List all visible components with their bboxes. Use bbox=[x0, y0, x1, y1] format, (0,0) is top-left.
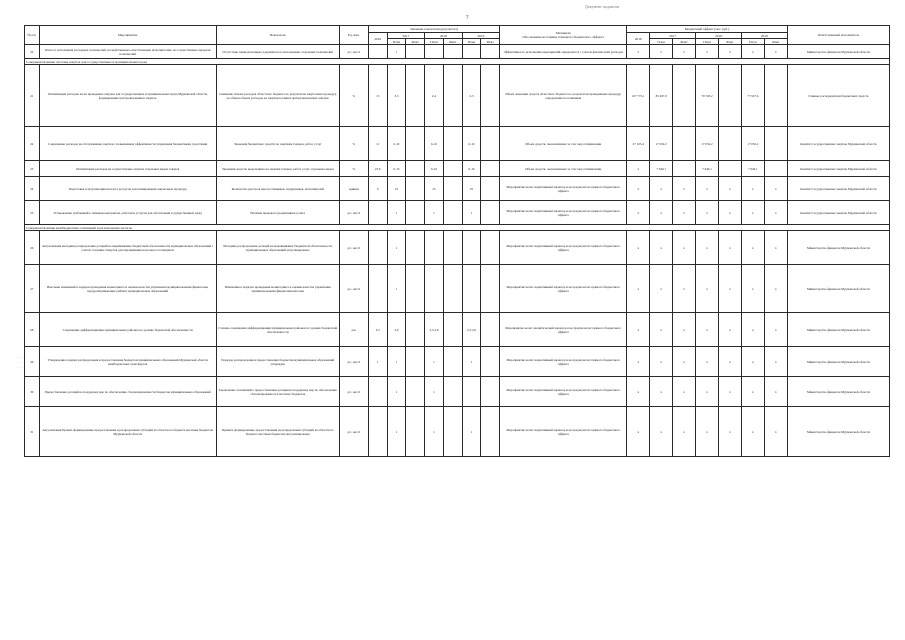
cell: х bbox=[627, 45, 650, 59]
cell bbox=[673, 161, 696, 177]
cell: 11 bbox=[368, 127, 387, 161]
row-basis: Мероприятие носит нормативный характер и не предполагает прямого бюджетного эффекта bbox=[500, 231, 627, 265]
cell: х bbox=[650, 377, 673, 407]
cell bbox=[462, 231, 481, 265]
cell: х bbox=[764, 407, 787, 457]
row-unit: да / нет-0 bbox=[339, 407, 368, 457]
row-executor: Министерство финансов Мурманской области bbox=[787, 407, 889, 457]
cell bbox=[406, 127, 425, 161]
row-num: 25 bbox=[25, 201, 40, 225]
row-num: 27 bbox=[25, 265, 40, 313]
cell: х bbox=[650, 177, 673, 201]
cell: х bbox=[673, 45, 696, 59]
cell: 1 bbox=[462, 347, 481, 377]
cell bbox=[481, 407, 500, 457]
row-indicator: Методика распределения дотаций на выравнивание бюджетной обеспеченности муниципальных образований актуализирована bbox=[216, 231, 339, 265]
row-executor: Комитет государственных закупок Мурманской области bbox=[787, 127, 889, 161]
header-fact: Факт bbox=[481, 39, 500, 45]
cell bbox=[764, 65, 787, 127]
cell bbox=[443, 177, 462, 201]
row-indicator: Отсутствие законодательных документов по исполнению отдельных полномочий bbox=[216, 45, 339, 59]
stamp-text: Документ подписан bbox=[585, 4, 619, 9]
cell: х bbox=[696, 347, 719, 377]
cell bbox=[481, 231, 500, 265]
row-unit: % bbox=[339, 127, 368, 161]
header-plan: План bbox=[741, 39, 764, 45]
row-unit: единиц bbox=[339, 177, 368, 201]
row-num: 26 bbox=[25, 231, 40, 265]
header-plan: План bbox=[462, 39, 481, 45]
cell bbox=[406, 347, 425, 377]
cell: х bbox=[764, 201, 787, 225]
row-num: 20 bbox=[25, 45, 40, 59]
section-title: Совершенствование системы закупок для государственных и муниципальных нужд bbox=[25, 59, 890, 65]
cell: х bbox=[673, 231, 696, 265]
cell: 1 bbox=[425, 347, 444, 377]
row-unit: да / нет-0 bbox=[339, 377, 368, 407]
cell: х bbox=[673, 201, 696, 225]
cell bbox=[481, 265, 500, 313]
cell: 6-10 bbox=[387, 127, 406, 161]
cell: х bbox=[696, 377, 719, 407]
cell: х bbox=[696, 407, 719, 457]
cell: 2,5-2,9 bbox=[425, 313, 444, 347]
cell: 83 497,0 bbox=[650, 65, 673, 127]
cell: х bbox=[627, 231, 650, 265]
cell: х bbox=[764, 177, 787, 201]
cell: 7 640,1 bbox=[650, 161, 673, 177]
row-executor: Комитет государственных закупок Мурманской области bbox=[787, 177, 889, 201]
cell bbox=[443, 161, 462, 177]
cell: 1 bbox=[462, 407, 481, 457]
row-basis: Объем экономии средств областного бюджета по результатам проведенных процедур определения поставщиков bbox=[500, 65, 627, 127]
cell: 1 bbox=[425, 201, 444, 225]
header-y2018: 2018 bbox=[425, 33, 463, 39]
cell bbox=[443, 231, 462, 265]
cell: 6-10 bbox=[425, 127, 444, 161]
cell: х bbox=[673, 177, 696, 201]
cell: 77 927,6 bbox=[741, 65, 764, 127]
cell: х bbox=[673, 407, 696, 457]
cell: х bbox=[764, 231, 787, 265]
cell: 1 bbox=[387, 377, 406, 407]
section-title: Совершенствование межбюджетных отношений и региональных налогов bbox=[25, 225, 890, 231]
table-row bbox=[25, 407, 890, 457]
cell: 3-5 bbox=[387, 65, 406, 127]
row-basis: Мероприятие носит нормативный характер и не предполагает прямого бюджетного эффекта bbox=[500, 377, 627, 407]
header-plan: План bbox=[387, 39, 406, 45]
cell: х bbox=[627, 377, 650, 407]
header-measure: Мероприятие bbox=[39, 26, 216, 45]
cell: х bbox=[650, 265, 673, 313]
cell: х bbox=[696, 201, 719, 225]
row-indicator: Изменения в порядок проведения мониторинга и оценки качества управления муниципальными финансами внесены bbox=[216, 265, 339, 313]
header-fact: Факт bbox=[406, 39, 425, 45]
row-executor: Министерство финансов Мурманской области bbox=[787, 45, 889, 59]
cell bbox=[368, 201, 387, 225]
cell: х bbox=[650, 45, 673, 59]
cell: 25 bbox=[387, 177, 406, 201]
cell bbox=[443, 407, 462, 457]
row-unit: да / нет-0 bbox=[339, 201, 368, 225]
table-row bbox=[25, 45, 890, 59]
cell bbox=[481, 45, 500, 59]
cell: 1 bbox=[387, 201, 406, 225]
cell bbox=[443, 377, 462, 407]
cell: х bbox=[741, 201, 764, 225]
row-num: 22 bbox=[25, 127, 40, 161]
cell: х bbox=[650, 407, 673, 457]
cell: х bbox=[627, 407, 650, 457]
cell bbox=[443, 45, 462, 59]
cell bbox=[443, 127, 462, 161]
row-executor: Комитет государственных закупок Мурманской области bbox=[787, 161, 889, 177]
cell: 1 bbox=[462, 201, 481, 225]
cell: 17 032,2 bbox=[650, 127, 673, 161]
header-y2019: 2019 bbox=[462, 33, 500, 39]
row-num: 28 bbox=[25, 313, 40, 347]
row-measure: Актуализация методики распределения дотаций на выравнивание бюджетной обеспеченности муниципальных образований с учетом создания стимулов для наращивания налогового потенциала bbox=[39, 231, 216, 265]
row-basis: Объем средств, экономленных за счет мер оптимизации bbox=[500, 161, 627, 177]
header-fact: Факт bbox=[764, 39, 787, 45]
cell: 6-10 bbox=[425, 161, 444, 177]
row-measure: Актуализация Правил формирования, предоставления и распределения субсидий из областного бюджета местным бюджетам Мурманской области bbox=[39, 407, 216, 457]
header-fact: Факт bbox=[443, 39, 462, 45]
cell bbox=[406, 161, 425, 177]
cell bbox=[368, 45, 387, 59]
cell bbox=[368, 231, 387, 265]
row-unit: % bbox=[339, 161, 368, 177]
cell bbox=[368, 407, 387, 457]
cell: 2-4 bbox=[425, 65, 444, 127]
cell bbox=[406, 377, 425, 407]
row-unit: да / нет-0 bbox=[339, 231, 368, 265]
cell bbox=[718, 65, 741, 127]
cell: х bbox=[627, 177, 650, 201]
cell bbox=[406, 45, 425, 59]
table-row bbox=[25, 313, 890, 347]
cell: х bbox=[764, 347, 787, 377]
row-indicator: Наличие правового (нормативного) акта bbox=[216, 201, 339, 225]
row-num: 23 bbox=[25, 161, 40, 177]
row-basis: Объем средств, экономленных за счет мер оптимизации bbox=[500, 127, 627, 161]
cell: х bbox=[741, 407, 764, 457]
row-measure: Установление требований к типовым контрактам, работам и услугам для обеспечения государственных нужд bbox=[39, 201, 216, 225]
header-basis-top: Механизм bbox=[555, 31, 571, 35]
cell: х bbox=[718, 45, 741, 59]
header-fact: Факт bbox=[718, 39, 741, 45]
side-mark: · · · bbox=[18, 365, 24, 370]
cell: х bbox=[696, 177, 719, 201]
cell: х bbox=[650, 231, 673, 265]
cell: 13 bbox=[368, 65, 387, 127]
cell: 6-10 bbox=[462, 127, 481, 161]
row-executor: Министерство финансов Мурманской области bbox=[787, 347, 889, 377]
header-plan: План bbox=[650, 39, 673, 45]
cell: х bbox=[718, 377, 741, 407]
cell: х bbox=[764, 45, 787, 59]
row-executor: Главные распорядители бюджетных средств bbox=[787, 65, 889, 127]
cell: 1 bbox=[425, 407, 444, 457]
row-unit: да / нет-0 bbox=[339, 45, 368, 59]
row-basis: Мероприятие носит нормативный характер и не предполагает прямого бюджетного эффекта bbox=[500, 265, 627, 313]
cell: 2,6 bbox=[387, 313, 406, 347]
cell bbox=[425, 45, 444, 59]
header-plan: План bbox=[425, 39, 444, 45]
cell: х bbox=[718, 313, 741, 347]
header-num: № п/п bbox=[25, 26, 40, 45]
header-fact: Факт bbox=[673, 39, 696, 45]
page-number: 7 bbox=[466, 16, 469, 21]
header-basis-text: Обоснование источника планового бюджетного эффекта bbox=[522, 35, 605, 39]
cell: 1 bbox=[387, 45, 406, 59]
cell: х bbox=[718, 201, 741, 225]
cell: 107 772,1 bbox=[627, 65, 650, 127]
row-basis: Мероприятие носит нормативный характер и не предполагает прямого бюджетного эффекта bbox=[500, 347, 627, 377]
header-executor: Ответственный исполнитель bbox=[787, 26, 889, 45]
header-e2018: 2018 bbox=[696, 33, 742, 39]
row-measure: Предоставление дотаций на поддержку мер по обеспечению сбалансированности бюджетов муниципальных образований bbox=[39, 377, 216, 407]
cell: 7 640,1 bbox=[696, 161, 719, 177]
cell bbox=[406, 231, 425, 265]
header-indicator: Показатель bbox=[216, 26, 339, 45]
cell: 2-3 bbox=[462, 65, 481, 127]
cell: х bbox=[696, 45, 719, 59]
table-row bbox=[25, 231, 890, 265]
cell bbox=[443, 201, 462, 225]
row-executor: Комитет государственных закупок Мурманской области bbox=[787, 201, 889, 225]
cell bbox=[764, 161, 787, 177]
row-indicator: Снижение объема расходов областного бюджета по результатам закупочных процедур на общем объеме расходов на закупки в рамках централизованных закупок bbox=[216, 65, 339, 127]
cell: 27 105,4 bbox=[627, 127, 650, 161]
cell: х bbox=[673, 313, 696, 347]
cell bbox=[481, 161, 500, 177]
cell: 1 bbox=[425, 377, 444, 407]
row-num: 30 bbox=[25, 377, 40, 407]
header-effect-group: Бюджетный эффект (тыс. руб.) bbox=[627, 26, 788, 33]
cell: х bbox=[650, 201, 673, 225]
row-measure: Подготовка и актуализация каталога ресурсов для планирования закупочных процедур bbox=[39, 177, 216, 201]
cell bbox=[481, 377, 500, 407]
side-mark: · · bbox=[18, 360, 22, 365]
side-mark: · · · bbox=[18, 355, 24, 360]
row-basis: Мероприятие носит нормативный характер и не предполагает прямого бюджетного эффекта bbox=[500, 201, 627, 225]
cell: х bbox=[627, 161, 650, 177]
cell: х bbox=[627, 313, 650, 347]
cell: х bbox=[741, 347, 764, 377]
cell bbox=[368, 265, 387, 313]
cell: х bbox=[627, 347, 650, 377]
cell bbox=[673, 65, 696, 127]
cell: 25 bbox=[425, 177, 444, 201]
row-basis: Мероприятие носит нормативный характер и не предполагает прямого бюджетного эффекта bbox=[500, 407, 627, 457]
table-row bbox=[25, 347, 890, 377]
header-unit: Ед. изм. bbox=[339, 26, 368, 45]
cell: х bbox=[718, 347, 741, 377]
row-unit: да / нет-0 bbox=[339, 347, 368, 377]
cell bbox=[718, 127, 741, 161]
row-measure: Оптимизация расходов на их проведение закупок для государственных и муниципальных нужд Мурманской области, формирование централизованных закупок bbox=[39, 65, 216, 127]
cell: х bbox=[741, 313, 764, 347]
cell bbox=[481, 177, 500, 201]
header-basis bbox=[500, 26, 627, 45]
cell bbox=[406, 265, 425, 313]
cell bbox=[406, 177, 425, 201]
table-row bbox=[25, 201, 890, 225]
cell: х bbox=[764, 265, 787, 313]
cell bbox=[462, 377, 481, 407]
cell: 2,5 bbox=[368, 313, 387, 347]
cell bbox=[368, 377, 387, 407]
measures-table bbox=[24, 25, 890, 457]
cell: х bbox=[650, 347, 673, 377]
row-executor: Министерство финансов Мурманской области bbox=[787, 265, 889, 313]
cell: х bbox=[741, 45, 764, 59]
row-basis: Мероприятие носит нормативный характер и не предполагает прямого бюджетного эффекта bbox=[500, 177, 627, 201]
cell: х bbox=[718, 231, 741, 265]
header-values-group: Значение показателя (результата) bbox=[368, 26, 499, 33]
cell: 6-10 bbox=[387, 161, 406, 177]
row-measure: Внесение изменений в порядок проведения мониторинга и оценки качества управления муниципальными финансами, предусматривающих рейтинг муниципальных образований bbox=[39, 265, 216, 313]
cell bbox=[406, 407, 425, 457]
cell: х bbox=[696, 265, 719, 313]
cell bbox=[673, 127, 696, 161]
table-row bbox=[25, 161, 890, 177]
row-executor: Министерство финансов Мурманской области bbox=[787, 231, 889, 265]
row-indicator: Правила формирования, предоставления и распределения субсидий из областного бюджета местным бюджетам актуализированы bbox=[216, 407, 339, 457]
row-executor: Министерство финансов Мурманской области bbox=[787, 313, 889, 347]
cell: 17 032,2 bbox=[696, 127, 719, 161]
cell: х bbox=[650, 313, 673, 347]
row-measure: Оптимизация расходов на осуществление закупок отдельных видов товаров bbox=[39, 161, 216, 177]
table-row bbox=[25, 127, 890, 161]
cell: х bbox=[673, 377, 696, 407]
cell: 6-10 bbox=[462, 161, 481, 177]
cell bbox=[406, 65, 425, 127]
cell: 1 bbox=[387, 347, 406, 377]
cell: х bbox=[673, 347, 696, 377]
cell: х bbox=[673, 265, 696, 313]
cell bbox=[443, 65, 462, 127]
header-e2019: 2019 bbox=[741, 33, 787, 39]
row-num: 24 bbox=[25, 177, 40, 201]
row-num: 21 bbox=[25, 65, 40, 127]
row-unit: да / нет-0 bbox=[339, 265, 368, 313]
cell bbox=[764, 127, 787, 161]
cell: 7 640,1 bbox=[741, 161, 764, 177]
cell bbox=[406, 313, 425, 347]
header-e2017: 2017 bbox=[650, 33, 696, 39]
cell bbox=[462, 265, 481, 313]
row-num: 31 bbox=[25, 407, 40, 457]
cell bbox=[443, 313, 462, 347]
cell bbox=[425, 231, 444, 265]
cell bbox=[481, 201, 500, 225]
cell bbox=[406, 201, 425, 225]
row-num: 29 bbox=[25, 347, 40, 377]
cell: 25 bbox=[462, 177, 481, 201]
cell bbox=[462, 45, 481, 59]
cell: х bbox=[741, 231, 764, 265]
cell: х bbox=[741, 377, 764, 407]
cell: 1 bbox=[387, 407, 406, 457]
row-indicator: Экономия средств, выделенных на закупки товаров, работ, услуг отдельных видов bbox=[216, 161, 339, 177]
cell bbox=[425, 265, 444, 313]
cell: 79 720,2 bbox=[696, 65, 719, 127]
cell bbox=[443, 347, 462, 377]
cell: 1 bbox=[387, 265, 406, 313]
row-indicator: Порядок распределения и предоставления бюджетам муниципальных образований утвержден bbox=[216, 347, 339, 377]
cell bbox=[718, 161, 741, 177]
cell: 0 bbox=[368, 177, 387, 201]
header-y2016: 2016 bbox=[368, 33, 387, 45]
cell: х bbox=[627, 201, 650, 225]
cell: 2,5-2,9 bbox=[462, 313, 481, 347]
row-unit: % bbox=[339, 65, 368, 127]
row-indicator: Заключение соглашений о предоставлении дотации на поддержку мер по обеспечению сбалансированности местных бюджетов bbox=[216, 377, 339, 407]
cell: 17 032,2 bbox=[741, 127, 764, 161]
cell bbox=[481, 65, 500, 127]
row-measure: Утверждение порядка распределения и предоставления бюджетам муниципальных образований Мурманской области межбюджетных трансфертов bbox=[39, 347, 216, 377]
table-row bbox=[25, 177, 890, 201]
cell: 1 bbox=[368, 347, 387, 377]
cell: х bbox=[764, 377, 787, 407]
table-row bbox=[25, 377, 890, 407]
cell: х bbox=[764, 313, 787, 347]
row-indicator: Экономия бюджетных средств по закупкам товаров, работ, услуг bbox=[216, 127, 339, 161]
cell bbox=[443, 265, 462, 313]
row-indicator: Степень сокращения дифференциации муниципальных районов по уровню бюджетной обеспеченности bbox=[216, 313, 339, 347]
row-measure: Сокращение расходов на обслуживание закупок с повышением эффективности управления бюджетными средствами bbox=[39, 127, 216, 161]
cell bbox=[481, 313, 500, 347]
cell bbox=[481, 347, 500, 377]
header-e2016: 2016 bbox=[627, 33, 650, 45]
row-measure: Сокращение дифференциации муниципальных районов по уровню бюджетной обеспеченности bbox=[39, 313, 216, 347]
table-row bbox=[25, 265, 890, 313]
row-basis: Мероприятие носит аналитический характер и не предполагает прямого бюджетного эффекта bbox=[500, 313, 627, 347]
header-y2017: 2017 bbox=[387, 33, 425, 39]
cell: х bbox=[741, 177, 764, 201]
cell: х bbox=[627, 265, 650, 313]
row-unit: раз bbox=[339, 313, 368, 347]
row-indicator: Количество реестров цен поставщиков, подрядчиков, исполнителей bbox=[216, 177, 339, 201]
cell: х bbox=[696, 313, 719, 347]
cell: х bbox=[696, 231, 719, 265]
cell bbox=[481, 127, 500, 161]
cell: х bbox=[741, 265, 764, 313]
header-plan: План bbox=[696, 39, 719, 45]
cell: х bbox=[718, 407, 741, 457]
cell: х bbox=[718, 177, 741, 201]
row-executor: Министерство финансов Мурманской области bbox=[787, 377, 889, 407]
row-basis: Эффективность исполнения мероприятий определяется с учетом фактических расходов bbox=[500, 45, 627, 59]
cell: 23,9 bbox=[368, 161, 387, 177]
cell: 1 bbox=[387, 231, 406, 265]
row-measure: Отказ от исполнения расходных полномочий, несвойственных ответственным исполнителям; не осуществление передачи полномочий bbox=[39, 45, 216, 59]
cell: х bbox=[718, 265, 741, 313]
table-row bbox=[25, 65, 890, 127]
